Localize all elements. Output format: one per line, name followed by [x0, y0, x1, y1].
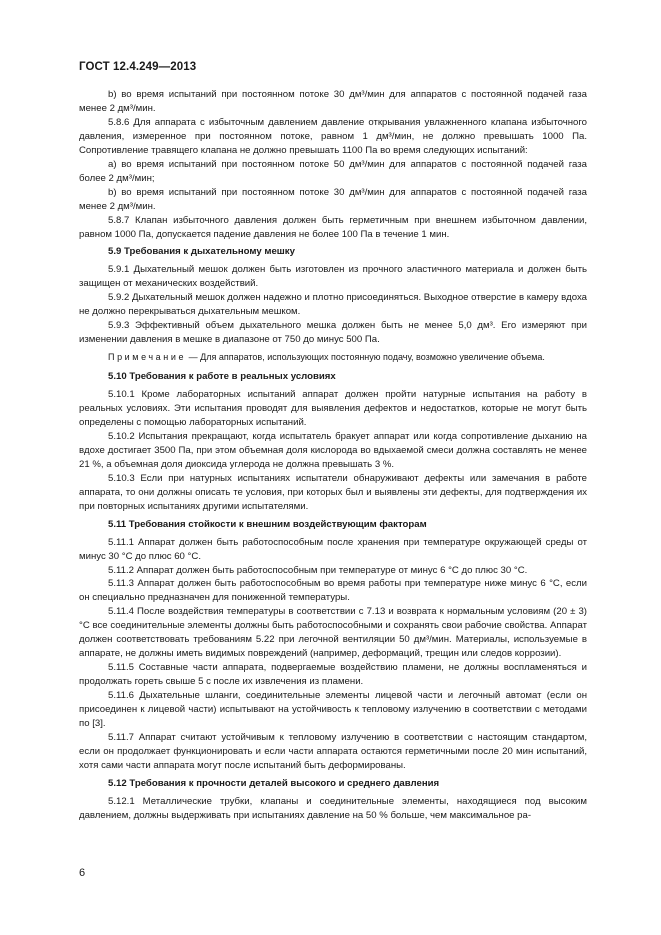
- section-heading: 5.10 Требования к работе в реальных условиях: [108, 371, 336, 383]
- paragraph: 5.9.1 Дыхательный мешок должен быть изготовлен из прочного эластичного материала и должен быть защищен от механических воздействий.: [79, 264, 587, 290]
- paragraph: a) во время испытаний при постоянном потоке 50 дм³/мин для аппаратов с постоянной подачей газа более 2 дм³/мин;: [79, 158, 587, 184]
- section-heading: 5.9 Требования к дыхательному мешку: [108, 246, 295, 258]
- paragraph: 5.11.3 Аппарат должен быть работоспособным во время работы при температуре ниже минус 6 °С, если он специально предназначен для пониженной температуры.: [79, 578, 587, 604]
- paragraph: 5.8.6 Для аппарата с избыточным давлением давление открывания увлажненного клапана избыточного давления, измеренное при постоянном потоке, равном 1 дм³/мин, не должно превышать 1000 Па. Сопротивление травящего клапана не должно превышать 1100 Па во время следующих испытаний:: [79, 116, 587, 156]
- paragraph: 5.9.3 Эффективный объем дыхательного мешка должен быть не менее 5,0 дм³. Его измеряют при изменении давления в мешке в диапазоне от 750 до минус 500 Па.: [79, 320, 587, 346]
- paragraph: 5.8.7 Клапан избыточного давления должен быть герметичным при внешнем избыточном давлении, равном 1000 Па, допускается падение давления не более 100 Па в течение 1 мин.: [79, 214, 587, 240]
- paragraph: b) во время испытаний при постоянном потоке 30 дм³/мин для аппаратов с постоянной подачей газа менее 2 дм³/мин.: [79, 186, 587, 212]
- paragraph: 5.11.1 Аппарат должен быть работоспособным после хранения при температуре окружающей среды от минус 30 °С до плюс 60 °С.: [79, 536, 587, 562]
- section-heading: 5.12 Требования к прочности деталей высокого и среднего давления: [108, 777, 440, 789]
- section-heading: 5.11 Требования стойкости к внешним воздействующим факторам: [108, 518, 427, 530]
- paragraph: 5.11.4 После воздействия температуры в соответствии с 7.13 и возврата к нормальным условиям (20 ± 3) °С все соединительные элементы должны быть работоспособными и сохранять свои рабочие свойства. Аппарат должен соответствовать требованиям 5.22 при легочной вентиляции 50 дм³/мин. Материалы, используемые в аппарате, не должны иметь видимых повреждений (например, деформаций, трещин или следов коррозии).: [79, 606, 587, 660]
- page-number: 6: [79, 867, 86, 879]
- paragraph: 5.10.3 Если при натурных испытаниях испытатели обнаруживают дефекты или замечания в работе аппарата, то они должны описать те условия, при которых был и выявлены эти дефекты, для подтверждения их при повторных испытаниях другими испытателями.: [79, 472, 587, 512]
- document-header: ГОСТ 12.4.249—2013: [79, 61, 197, 73]
- paragraph: 5.9.2 Дыхательный мешок должен надежно и плотно присоединяться. Выходное отверстие в камеру вдоха не должно перекрываться дыхательным мешком.: [79, 292, 587, 318]
- paragraph: 5.10.2 Испытания прекращают, когда испытатель бракует аппарат или когда сопротивление дыханию на вдохе достигает 3500 Па, при этом объемная доля кислорода во вдыхаемой смеси должна составлять не менее 21 %, а объемная доля диоксида углерода не должна превышать 3 %.: [79, 430, 587, 470]
- note: [79, 351, 587, 365]
- note-label: Примечание: [108, 352, 187, 363]
- paragraph: 5.11.5 Составные части аппарата, подвергаемые воздействию пламени, не должны воспламеняться и продолжать гореть свыше 5 с после их извлечения из пламени.: [79, 662, 587, 688]
- paragraph: 5.10.1 Кроме лабораторных испытаний аппарат должен пройти натурные испытания на работу в реальных условиях. Эти испытания проводят для выявления дефектов и недостатков, которые не могут быть определены с помощью лабораторных испытаний.: [79, 389, 587, 428]
- document-body: [79, 88, 587, 823]
- note-text: — Для аппаратов, использующих постоянную подачу, возможно увеличение объема.: [186, 352, 545, 363]
- paragraph: 5.11.2 Аппарат должен быть работоспособным при температуре от минус 6 °С до плюс 30 °С.: [108, 564, 528, 576]
- paragraph: 5.12.1 Металлические трубки, клапаны и соединительные элементы, находящиеся под высоким давлением, должны выдерживать при испытаниях давление на 50 % больше, чем максимальное ра-: [79, 795, 587, 821]
- paragraph: b) во время испытаний при постоянном потоке 30 дм³/мин для аппаратов с постоянной подачей газа менее 2 дм³/мин.: [79, 89, 587, 114]
- paragraph: 5.11.6 Дыхательные шланги, соединительные элементы лицевой части и легочный автомат (если он присоединен к лицевой части) испытывают на устойчивость к тепловому излучению в соответствии с методами по [3].: [79, 690, 587, 729]
- paragraph: 5.11.7 Аппарат считают устойчивым к тепловому излучению в соответствии с настоящим стандартом, если он продолжает функционировать и если части аппарата остаются герметичными после 20 мин испытаний, хотя сами части аппарата могут после испытаний быть деформированы.: [79, 731, 587, 771]
